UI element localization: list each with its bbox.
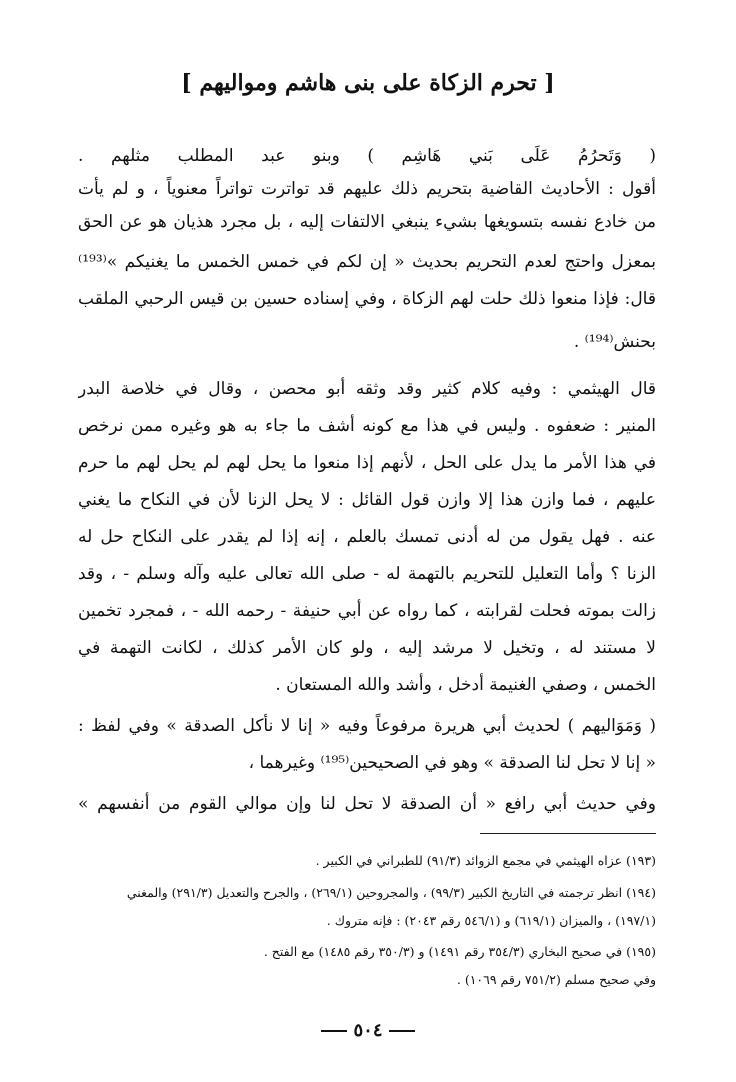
page-number-dash-left — [389, 1030, 415, 1032]
footnote-line: (١٩٤) انظر ترجمته في التاريخ الكبير (٩٩/٣) ، والمجروحين (٢٦٩/١) ، والجرح والتعديل (٢٩١/٣) والمغني — [126, 885, 656, 900]
page-number — [0, 1020, 736, 1041]
text-line: زالت بموته فحلت لقرابته ، كما رواه عن أبي حنيفة - رحمه الله - ، فمجرد تخمين — [78, 601, 656, 621]
page-number-dash-right — [321, 1030, 347, 1032]
section-title: [ تحرم الزكاة على بنى هاشم ومواليهم ] — [181, 70, 555, 96]
text-line: من خادع نفسه بتسويغها بشيء ينبغي الالتفات إليه ، بل مجرد هذيان هو عن الحق — [78, 212, 656, 232]
text-line: الخمس ، وصفي الغنيمة أدخل ، وأشد والله المستعان . — [275, 675, 656, 695]
text-line: ( وَتَحرُمُ عَلَى بَني هَاشِم ) وبنو عبد المطلب مثلهم . — [78, 146, 656, 166]
text-line: قال الهيثمي : وفيه كلام كثير وقد وثقه أبو محصن ، وقال في خلاصة البدر — [78, 379, 656, 399]
footnote-separator — [480, 833, 656, 834]
text-line: الزنا ؟ وأما التعليل للتحريم بالتهمة له - صلى الله تعالى عليه وآله وسلم - ، وقد — [78, 564, 656, 584]
text-line: بمعزل واحتج لعدم التحريم بحديث « إن لكم في خمس الخمس ما يغنيكم »⁽¹⁹³⁾ — [78, 252, 656, 272]
text-line: المنير : ضعفوه . وليس في هذا مع كونه أشف ما جاء به هو وغيره ممن نرخص — [78, 416, 656, 436]
footnote-line: (١٩٥) في صحيح البخاري (٣٥٤/٣ رقم ١٤٩١) و (٣٥٠/٣ رقم ١٤٨٥) مع الفتح . — [263, 944, 656, 959]
text-line: قال: فإذا منعوا ذلك حلت لهم الزكاة ، وفي إسناده حسين بن قيس الرحبي الملقب — [78, 289, 656, 309]
text-line: في هذا الأمر ما يدل على الحل ، لأنهم إذا منعوا ما يحل لهم لم يحل لهم ما حرم — [78, 453, 656, 473]
text-line: أقول : الأحاديث القاضية بتحريم ذلك عليهم قد تواترت تواتراً معنوياً ، و لم يأت — [78, 179, 656, 199]
text-line: « إنا لا تحل لنا الصدقة » وهو في الصحيحين⁽¹⁹⁵⁾ وغيرهما ، — [248, 753, 656, 773]
footnote-line: (١٩٧/١) ، والميزان (٦١٩/١) و (٥٤٦/١ رقم ٢٠٤٣) : فإنه متروك . — [326, 913, 656, 928]
text-line: ( وَمَوَاليهم ) لحديث أبي هريرة مرفوعاً وفيه « إنا لا نأكل الصدقة » وفي لفظ : — [78, 716, 656, 736]
text-line: وفي حديث أبي رافع « أن الصدقة لا تحل لنا وإن موالي القوم من أنفسهم » — [78, 794, 656, 814]
text-line: لا مستند له ، وتخيل لا مرشد إليه ، ولو كان الأمر كذلك ، لكانت التهمة في — [78, 638, 656, 658]
text-line: عنه . فهل يقول من له أدنى تمسك بالعلم ، إنه إذا لم يقدر على النكاح حل له — [78, 527, 656, 547]
text-line: عليهم ، فما وازن هذا إلا وازن قول القائل : لا يحل الزنا لأن في النكاح ما يغني — [78, 490, 656, 510]
page-number-text: ٥٠٤ — [353, 1020, 383, 1041]
footnote-line: وفي صحيح مسلم (٧٥١/٢ رقم ١٠٦٩) . — [456, 972, 656, 987]
footnote-line: (١٩٣) عزاه الهيثمي في مجمع الزوائد (٩١/٣) للطبراني في الكبير . — [315, 853, 656, 868]
text-line: بحنش⁽¹⁹⁴⁾ . — [573, 332, 656, 352]
